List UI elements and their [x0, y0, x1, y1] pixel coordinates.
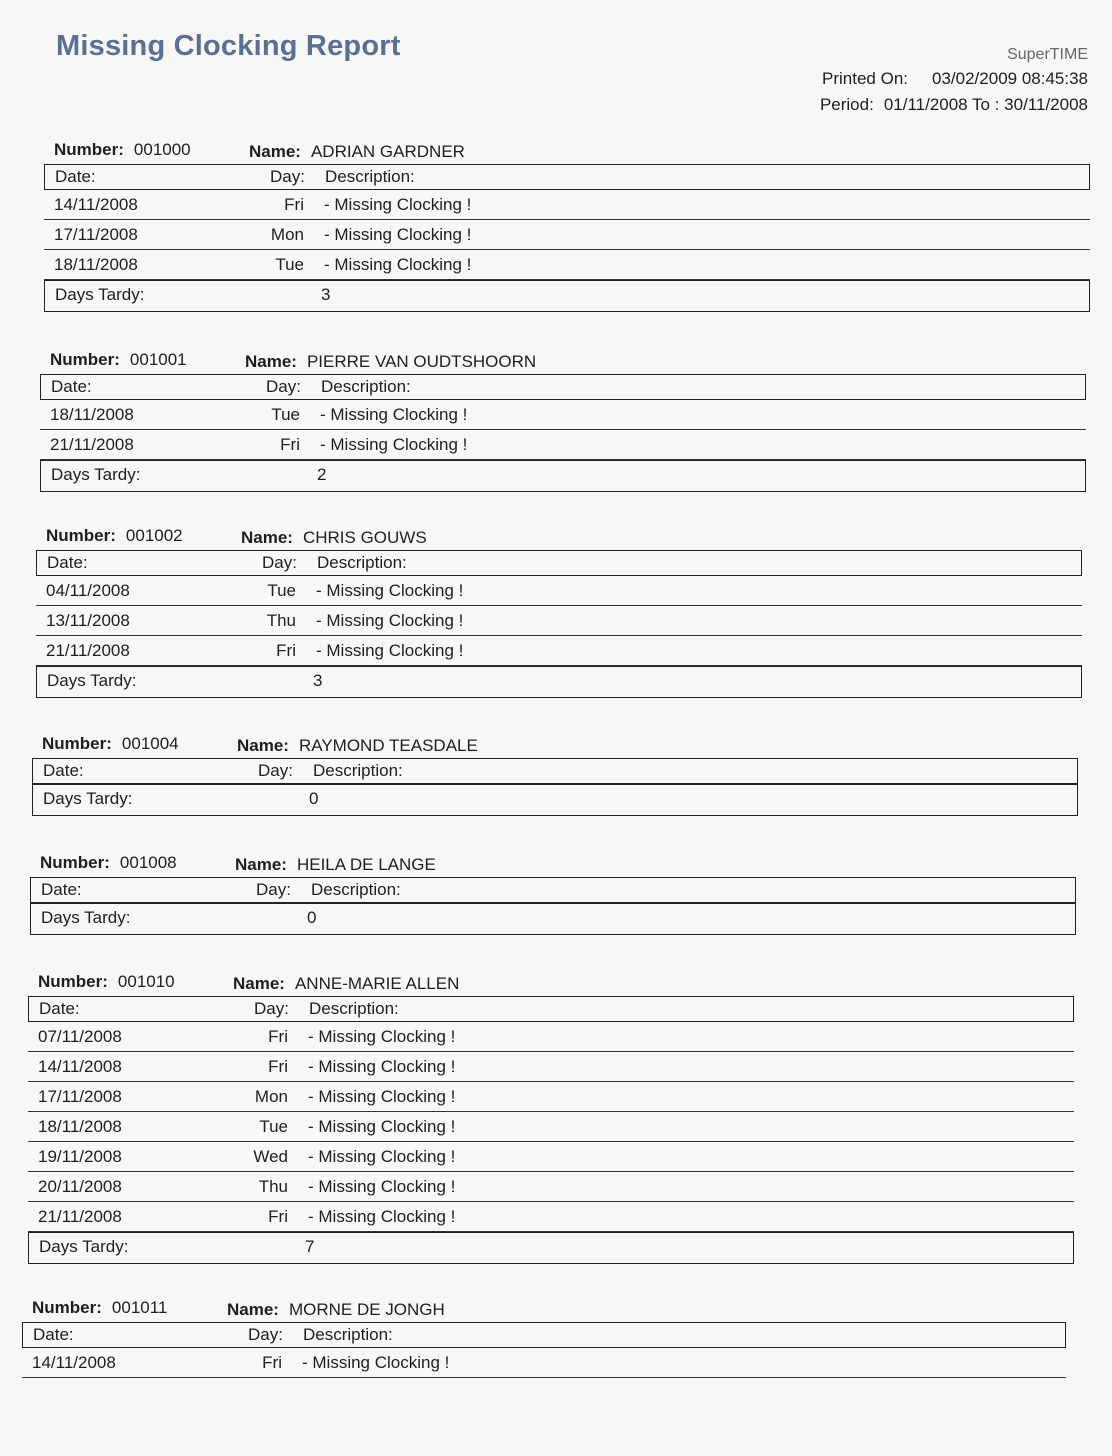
- days-tardy-value: 0: [309, 789, 319, 808]
- table-row: [28, 1142, 1074, 1172]
- row-day: Fri: [284, 195, 304, 214]
- row-day: Fri: [268, 1207, 288, 1226]
- days-tardy-row: [28, 1232, 1074, 1264]
- employee-block: [40, 344, 1086, 492]
- day-header: Day:: [258, 761, 293, 780]
- days-tardy-value: 0: [307, 908, 317, 927]
- row-date: 18/11/2008: [38, 1117, 122, 1136]
- days-tardy-row: [32, 784, 1078, 816]
- name-label: Name:: [245, 352, 297, 371]
- row-date: 13/11/2008: [46, 611, 130, 630]
- table-row: [36, 636, 1082, 666]
- days-tardy-row: [40, 460, 1086, 492]
- employee-header: [44, 134, 1090, 164]
- row-description: - Missing Clocking !: [316, 611, 464, 630]
- table-row: [22, 1348, 1066, 1378]
- number-value: 001000: [133, 140, 191, 159]
- column-header-row: [28, 996, 1074, 1022]
- row-date: 19/11/2008: [38, 1147, 122, 1166]
- row-day: Fri: [262, 1353, 282, 1372]
- description-header: Description:: [313, 761, 403, 780]
- employee-block: [28, 966, 1074, 1264]
- date-header: Date:: [51, 377, 92, 396]
- row-day: Fri: [280, 435, 300, 454]
- date-header: Date:: [47, 553, 88, 572]
- number-value: 001010: [117, 972, 175, 991]
- row-description: - Missing Clocking !: [316, 581, 464, 600]
- date-header: Date:: [43, 761, 84, 780]
- employee-header: [22, 1292, 1066, 1322]
- table-row: [28, 1112, 1074, 1142]
- row-description: - Missing Clocking !: [324, 225, 472, 244]
- row-description: - Missing Clocking !: [308, 1147, 456, 1166]
- employee-number: [46, 526, 183, 546]
- employee-number: [38, 972, 175, 992]
- days-tardy-value: 2: [317, 465, 327, 484]
- brand-label: SuperTIME: [1007, 46, 1088, 63]
- day-header: Day:: [256, 880, 291, 899]
- name-label: Name:: [237, 736, 289, 755]
- employee-block: [44, 134, 1090, 312]
- column-header-row: [22, 1322, 1066, 1348]
- period-line: [820, 92, 1088, 118]
- description-header: Description:: [317, 553, 407, 572]
- date-header: Date:: [41, 880, 82, 899]
- employee-name: [233, 974, 459, 994]
- row-description: - Missing Clocking !: [308, 1117, 456, 1136]
- row-day: Tue: [267, 581, 296, 600]
- row-date: 17/11/2008: [54, 225, 138, 244]
- table-row: [44, 190, 1090, 220]
- employee-number: [42, 734, 179, 754]
- number-value: 001002: [125, 526, 183, 545]
- printed-on-label: Printed On:: [822, 69, 909, 88]
- number-label: Number:: [42, 734, 112, 753]
- days-tardy-row: [44, 280, 1090, 312]
- days-tardy-label: Days Tardy:: [47, 671, 137, 690]
- date-header: Date:: [39, 999, 80, 1018]
- table-row: [28, 1082, 1074, 1112]
- name-value: HEILA DE LANGE: [296, 855, 436, 874]
- row-day: Thu: [258, 1177, 288, 1196]
- number-value: 001011: [111, 1298, 168, 1317]
- table-row: [44, 220, 1090, 250]
- report-title: Missing Clocking Report: [56, 30, 401, 62]
- printed-on-value: 03/02/2009 08:45:38: [932, 69, 1088, 88]
- name-value: ANNE-MARIE ALLEN: [294, 974, 460, 993]
- employee-header: [40, 344, 1086, 374]
- employee-name: [241, 528, 427, 548]
- number-value: 001001: [129, 350, 187, 369]
- row-date: 18/11/2008: [50, 405, 134, 424]
- employee-number: [32, 1298, 167, 1318]
- number-label: Number:: [54, 140, 124, 159]
- employee-name: [249, 142, 465, 162]
- employee-name: [227, 1300, 445, 1320]
- row-description: - Missing Clocking !: [308, 1027, 456, 1046]
- employee-block: [32, 728, 1078, 816]
- employee-name: [237, 736, 478, 756]
- day-header: Day:: [248, 1325, 283, 1344]
- days-tardy-label: Days Tardy:: [39, 1237, 129, 1256]
- row-day: Fri: [268, 1057, 288, 1076]
- employee-header: [30, 847, 1076, 877]
- row-date: 17/11/2008: [38, 1087, 122, 1106]
- days-tardy-value: 3: [313, 671, 323, 690]
- name-label: Name:: [241, 528, 293, 547]
- employee-number: [54, 140, 191, 160]
- row-date: 14/11/2008: [32, 1353, 116, 1372]
- days-tardy-row: [30, 903, 1076, 935]
- period-label: Period:: [819, 95, 874, 114]
- table-row: [28, 1202, 1074, 1232]
- number-label: Number:: [38, 972, 108, 991]
- table-row: [40, 400, 1086, 430]
- row-day: Wed: [253, 1147, 288, 1166]
- row-description: - Missing Clocking !: [324, 255, 472, 274]
- days-tardy-value: 7: [305, 1237, 315, 1256]
- description-header: Description:: [309, 999, 399, 1018]
- description-header: Description:: [311, 880, 401, 899]
- row-day: Tue: [259, 1117, 288, 1136]
- column-header-row: [44, 164, 1090, 190]
- description-header: Description:: [321, 377, 411, 396]
- row-day: Fri: [268, 1027, 288, 1046]
- description-header: Description:: [303, 1325, 393, 1344]
- number-label: Number:: [32, 1298, 102, 1317]
- description-header: Description:: [325, 167, 415, 186]
- row-date: 14/11/2008: [54, 195, 138, 214]
- table-row: [28, 1022, 1074, 1052]
- row-description: - Missing Clocking !: [308, 1207, 456, 1226]
- employee-header: [28, 966, 1074, 996]
- row-date: 04/11/2008: [46, 581, 130, 600]
- employee-name: [235, 855, 436, 875]
- employee-header: [32, 728, 1078, 758]
- employee-block: [30, 847, 1076, 935]
- row-date: 21/11/2008: [50, 435, 134, 454]
- row-date: 21/11/2008: [46, 641, 130, 660]
- name-value: PIERRE VAN OUDTSHOORN: [306, 352, 537, 371]
- column-header-row: [36, 550, 1082, 576]
- day-header: Day:: [262, 553, 297, 572]
- row-description: - Missing Clocking !: [320, 405, 468, 424]
- number-label: Number:: [46, 526, 116, 545]
- name-label: Name:: [235, 855, 287, 874]
- number-value: 001004: [121, 734, 179, 753]
- printed-on-line: [820, 66, 1088, 92]
- row-date: 14/11/2008: [38, 1057, 122, 1076]
- date-header: Date:: [55, 167, 96, 186]
- day-header: Day:: [266, 377, 301, 396]
- employee-header: [36, 520, 1082, 550]
- table-row: [40, 430, 1086, 460]
- row-day: Thu: [266, 611, 296, 630]
- row-day: Fri: [276, 641, 296, 660]
- employee-block: [36, 520, 1082, 698]
- row-description: - Missing Clocking !: [324, 195, 472, 214]
- employee-number: [50, 350, 187, 370]
- employee-number: [40, 853, 177, 873]
- row-description: - Missing Clocking !: [308, 1057, 456, 1076]
- employee-block: [22, 1292, 1066, 1378]
- row-day: Tue: [275, 255, 304, 274]
- column-header-row: [40, 374, 1086, 400]
- name-label: Name:: [227, 1300, 279, 1319]
- period-value: 01/11/2008 To : 30/11/2008: [883, 95, 1088, 114]
- name-value: CHRIS GOUWS: [302, 528, 427, 547]
- name-value: MORNE DE JONGH: [288, 1300, 445, 1319]
- row-date: 07/11/2008: [38, 1027, 122, 1046]
- row-description: - Missing Clocking !: [308, 1087, 456, 1106]
- name-label: Name:: [249, 142, 301, 161]
- row-date: 21/11/2008: [38, 1207, 122, 1226]
- table-row: [36, 576, 1082, 606]
- name-label: Name:: [233, 974, 285, 993]
- days-tardy-label: Days Tardy:: [43, 789, 133, 808]
- row-description: - Missing Clocking !: [316, 641, 464, 660]
- day-header: Day:: [270, 167, 305, 186]
- days-tardy-label: Days Tardy:: [41, 908, 131, 927]
- row-description: - Missing Clocking !: [302, 1353, 450, 1372]
- table-row: [44, 250, 1090, 280]
- days-tardy-label: Days Tardy:: [55, 285, 145, 304]
- row-description: - Missing Clocking !: [308, 1177, 456, 1196]
- row-date: 18/11/2008: [54, 255, 138, 274]
- row-day: Mon: [254, 1087, 288, 1106]
- days-tardy-label: Days Tardy:: [51, 465, 141, 484]
- days-tardy-row: [36, 666, 1082, 698]
- number-label: Number:: [50, 350, 120, 369]
- table-row: [28, 1052, 1074, 1082]
- table-row: [28, 1172, 1074, 1202]
- row-date: 20/11/2008: [38, 1177, 122, 1196]
- number-value: 001008: [119, 853, 177, 872]
- report-meta: [820, 44, 1088, 118]
- row-day: Mon: [270, 225, 304, 244]
- column-header-row: [32, 758, 1078, 784]
- row-description: - Missing Clocking !: [320, 435, 468, 454]
- days-tardy-value: 3: [321, 285, 331, 304]
- employee-name: [245, 352, 536, 372]
- date-header: Date:: [33, 1325, 74, 1344]
- column-header-row: [30, 877, 1076, 903]
- table-row: [36, 606, 1082, 636]
- row-day: Tue: [271, 405, 300, 424]
- number-label: Number:: [40, 853, 110, 872]
- name-value: ADRIAN GARDNER: [310, 142, 465, 161]
- name-value: RAYMOND TEASDALE: [298, 736, 478, 755]
- day-header: Day:: [254, 999, 289, 1018]
